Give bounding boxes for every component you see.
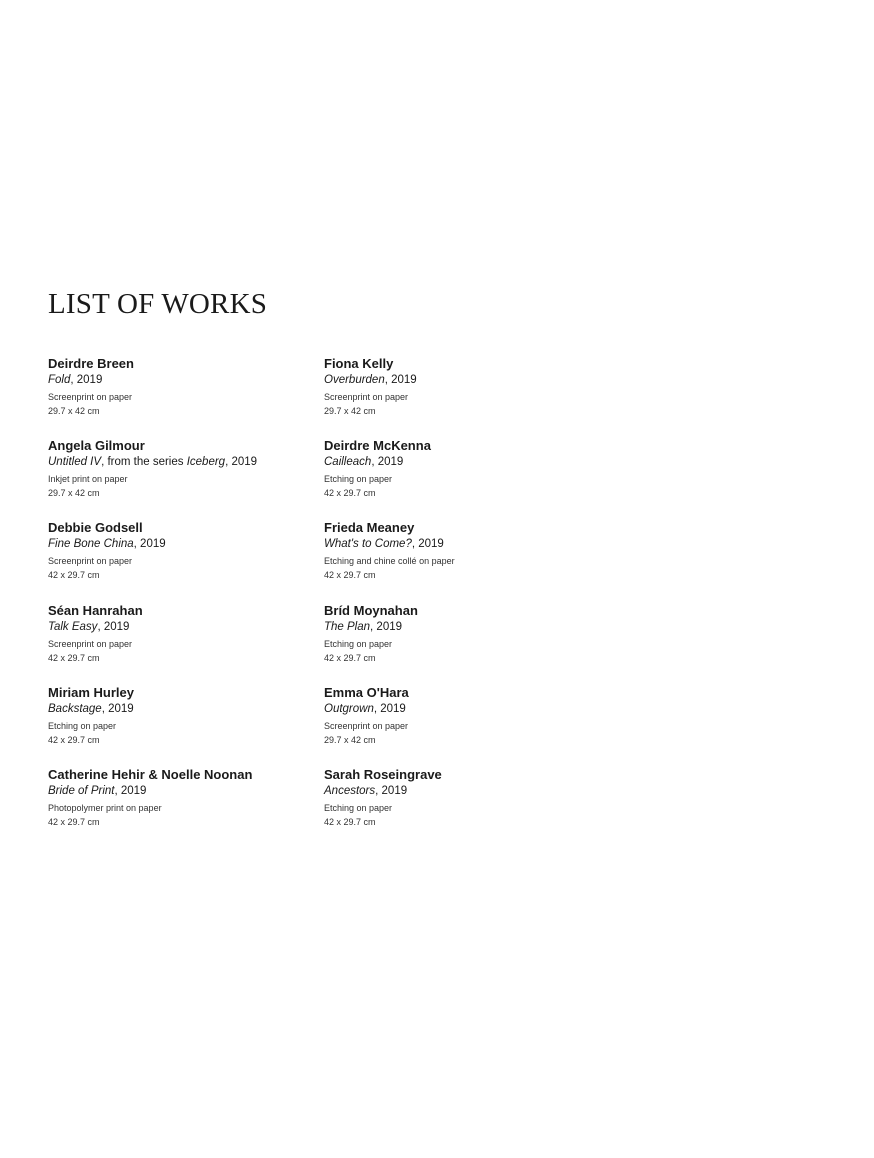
work-dimensions: 42 x 29.7 cm [324,570,376,581]
work-entry [48,602,318,684]
work-line [324,619,594,635]
artist-name: Fiona Kelly [324,356,394,371]
work-medium: Etching on paper [324,474,393,485]
work-year: , 2019 [133,538,166,551]
work-medium: Etching on paper [48,720,117,731]
work-year: , 2019 [375,784,408,797]
artist-name: Bríd Moynahan [324,602,418,618]
artist-name: Séan Hanrahan [48,602,143,618]
work-dimensions: 42 x 29.7 cm [324,652,376,663]
work-entry [324,355,594,437]
work-line [324,701,594,717]
work-title: Outgrown [324,702,374,715]
work-medium: Screenprint on paper [324,392,409,402]
work-entry [324,437,594,519]
work-title: Ancestors [324,784,376,797]
work-year: , 2019 [371,456,404,469]
work-dimensions: 29.7 x 42 cm [324,406,376,416]
work-medium: Screenprint on paper [48,392,133,402]
work-title: Untitled IV [48,456,102,469]
work-year: , 2019 [373,702,406,715]
work-line [48,372,318,388]
work-title: Backstage [48,702,102,715]
work-year: , 2019 [384,374,417,386]
work-year: , 2019 [101,702,134,715]
artist-name: Sarah Roseingrave [324,766,442,782]
work-line [48,619,318,635]
artist-name: Emma O'Hara [324,684,409,700]
work-title: Talk Easy [48,620,98,633]
works-column-right [324,355,594,848]
work-entry [324,684,594,766]
work-year: , 2019 [411,538,444,551]
work-entry [324,602,594,684]
work-medium: Photopolymer print on paper [48,802,162,813]
work-series: Iceberg [186,456,226,469]
work-dimensions: 29.7 x 42 cm [324,734,376,745]
work-entry [48,766,318,848]
page-title: LIST OF WORKS [48,288,268,320]
work-title: Cailleach [324,456,372,469]
work-entry [48,437,318,519]
work-title: What's to Come? [324,538,412,551]
artist-name: Deirdre McKenna [324,438,431,454]
work-year: , 2019 [370,620,403,633]
work-dimensions: 42 x 29.7 cm [324,816,376,827]
work-line [324,536,594,552]
work-entry [324,766,594,848]
work-medium: Etching and chine collé on paper [324,556,455,567]
work-line [48,454,318,470]
artist-name: Catherine Hehir & Noelle Noonan [48,766,253,782]
work-line [48,783,318,799]
artist-name: Deirdre Breen [48,356,134,371]
work-entry [48,519,318,601]
works-column-left [48,355,318,848]
work-dimensions: 42 x 29.7 cm [324,488,376,499]
work-dimensions: 29.7 x 42 cm [48,488,100,499]
work-line [324,372,594,388]
work-dimensions: 42 x 29.7 cm [48,734,100,745]
artist-name: Frieda Meaney [324,520,415,536]
work-line [324,454,594,470]
work-entry [324,519,594,601]
artist-name: Miriam Hurley [48,684,134,700]
work-line [48,536,318,552]
work-title: Fold [48,374,71,386]
artist-name: Debbie Godsell [48,520,143,536]
work-entry [48,355,318,437]
work-line [324,783,594,799]
work-series-prefix: , from the series [101,456,187,469]
work-dimensions: 42 x 29.7 cm [48,816,100,827]
work-dimensions: 42 x 29.7 cm [48,570,100,581]
work-title: Overburden [324,374,385,386]
artist-name: Angela Gilmour [48,438,145,454]
work-title: Bride of Print [48,784,115,797]
work-medium: Etching on paper [324,638,393,649]
work-year: , 2019 [225,456,258,469]
work-entry [48,684,318,766]
work-medium: Inkjet print on paper [48,474,128,485]
work-dimensions: 29.7 x 42 cm [48,406,100,416]
work-title: The Plan [324,620,371,633]
work-year: , 2019 [114,784,147,797]
work-medium: Screenprint on paper [48,638,133,649]
work-medium: Screenprint on paper [48,556,133,567]
work-year: , 2019 [70,374,103,386]
work-year: , 2019 [97,620,130,633]
work-dimensions: 42 x 29.7 cm [48,652,100,663]
work-medium: Etching on paper [324,802,393,813]
work-line [48,701,318,717]
work-title: Fine Bone China [48,538,134,551]
work-medium: Screenprint on paper [324,720,409,731]
